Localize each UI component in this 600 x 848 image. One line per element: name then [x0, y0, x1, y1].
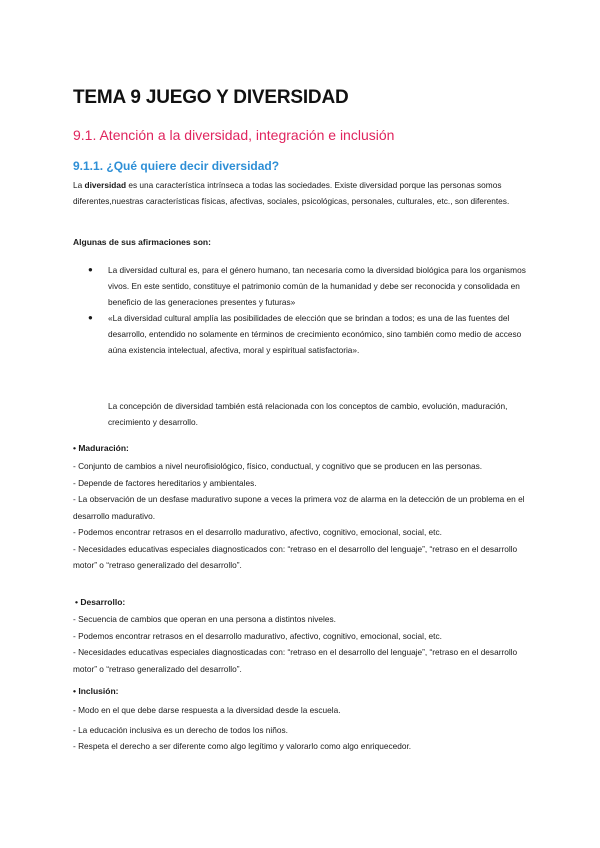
- affirmation-text: «La diversidad cultural amplía las posibilidades de elección que se brindan a todos; es una de las fuentes del desarrollo, entendido no solamente en términos de crecimiento económico, sino también como medio de acceso aúna existencia intelectual, afectiva, moral y espiritual satisfactoria».: [108, 313, 522, 355]
- bullet-icon: ●: [88, 313, 93, 322]
- affirmation-text: La diversidad cultural es, para el género humano, tan necesaria como la diversidad biológica para los organismos vivos. En este sentido, constituye el patrimonio común de la humanidad y debe ser reconocida y consolidada en beneficio de las generaciones presentes y futuras»: [108, 265, 526, 307]
- list-item: - La observación de un desfase madurativo supone a veces la primera voz de alarma en la detección de un problema en el desarrollo madurativo.: [73, 494, 525, 521]
- list-item: - Podemos encontrar retrasos en el desarrollo madurativo, afectivo, cognitivo, emocional, social, etc.: [73, 630, 442, 641]
- list-item: - Conjunto de cambios a nivel neurofisiológico, físico, conductual, y cognitivo que se producen en las personas.: [73, 461, 483, 471]
- desarrollo-heading: • Desarrollo:: [75, 597, 126, 607]
- bullet-icon: ●: [88, 265, 93, 274]
- list-item: - Respeta el derecho a ser diferente como algo legítimo y valorarlo como algo enriquecedor.: [73, 741, 412, 751]
- list-item: - Podemos encontrar retrasos en el desarrollo madurativo, afectivo, cognitivo, emocional, social, etc.: [73, 527, 442, 537]
- page-title: TEMA 9 JUEGO Y DIVERSIDAD: [73, 87, 349, 108]
- affirmations-list: [73, 262, 533, 358]
- list-item: [73, 262, 533, 310]
- desarrollo-list: [73, 611, 533, 677]
- maduracion-heading: • Maduración:: [73, 443, 129, 453]
- list-item: - Necesidades educativas especiales diagnosticadas con: “retraso en el desarrollo del lenguaje”, “retraso en el desarrollo motor” o “retraso generalizado del desarrollo”.: [73, 647, 518, 674]
- intro-lead: La: [73, 180, 85, 190]
- maduracion-list: [73, 458, 533, 574]
- list-item: - Necesidades educativas especiales diagnosticados con: “retraso en el desarrollo del lenguaje”, “retraso en el desarrollo motor” o “retraso generalizado del desarrollo”.: [73, 543, 518, 570]
- intro-bold-term: diversidad: [84, 180, 127, 190]
- section-heading: 9.1. Atención a la diversidad, integración e inclusión: [73, 127, 395, 143]
- inclusion-list: [73, 700, 533, 756]
- list-item: - La educación inclusiva es un derecho de todos los niños.: [73, 725, 288, 735]
- list-item: - Modo en el que debe darse respuesta a la diversidad desde la escuela.: [73, 705, 341, 715]
- list-item: - Depende de factores hereditarios y ambientales.: [73, 477, 257, 488]
- inclusion-heading: • Inclusión:: [73, 686, 119, 696]
- affirmations-heading: Algunas de sus afirmaciones son:: [73, 237, 211, 247]
- intro-rest: es una característica intrínseca a todas las sociedades. Existe diversidad porque las personas somos diferentes,nuestras características físicas, afectivas, sociales, psicológicas, personales, culturales, etc., son diferentes.: [73, 180, 510, 206]
- subsection-heading: 9.1.1. ¿Qué quiere decir diversidad?: [73, 159, 280, 173]
- list-item: [73, 310, 533, 358]
- intro-paragraph: [73, 177, 533, 209]
- concept-paragraph: La concepción de diversidad también está relacionada con los conceptos de cambio, evolución, maduración, crecimiento y desarrollo.: [108, 401, 508, 427]
- list-item: - Secuencia de cambios que operan en una persona a distintos niveles.: [73, 614, 336, 624]
